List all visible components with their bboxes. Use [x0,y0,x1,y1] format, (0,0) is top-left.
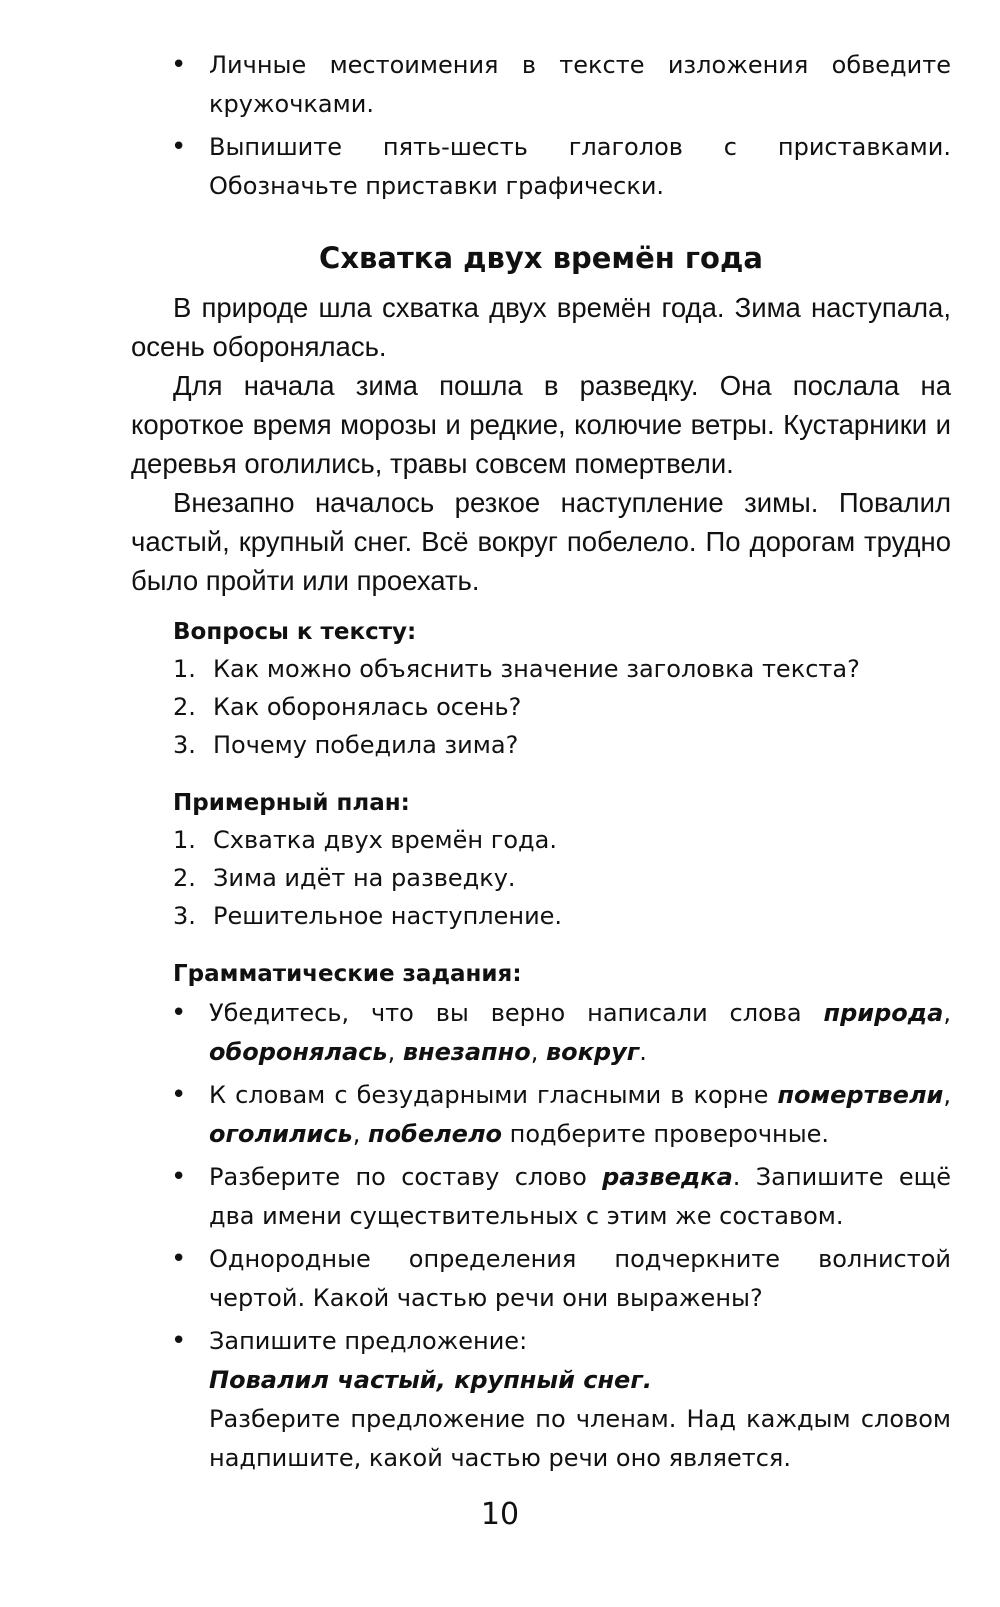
example-sentence: Повалил частый, крупный снег. [209,1366,652,1394]
plan-section [131,785,951,935]
question-item [173,650,951,688]
questions-heading: Вопросы к тексту: [173,619,417,645]
task-text: К словам с безударными гласными в корне [209,1081,778,1109]
separator: , [943,999,951,1027]
text-title: Схватка двух времён года [319,241,763,275]
separator: , [530,1038,546,1066]
item-text: Решительное наступление. [213,902,563,930]
intro-bullet: • Личные местоимения в тексте изложения обведите кружочками. [131,46,951,124]
item-text: Зима идёт на разведку. [213,864,516,892]
item-text: Схватка двух времён года. [213,826,557,854]
task-text: . Запишите ещё два имени существительных с этим же составом. [209,1163,951,1230]
item-number: 2. [173,693,196,721]
separator: , [943,1081,951,1109]
task-text: . [639,1038,647,1066]
plan-item [173,897,951,935]
item-text: Как оборонялась осень? [213,693,522,721]
plan-item [173,859,951,897]
item-number: 3. [173,731,196,759]
intro-bullet: • Выпишите пять-шесть глаголов с приставками. Обозначьте приставки графически. [131,128,951,206]
story-paragraph: В природе шла схватка двух времён года. Зима наступала, осень оборонялась. [131,292,951,362]
task-text: подберите проверочные. [502,1120,830,1148]
highlight-word: вокруг [545,1038,640,1066]
grammar-task [131,1158,951,1236]
grammar-task [131,994,951,1072]
page-number: 10 [480,1497,520,1532]
grammar-section [131,956,951,1482]
item-number: 3. [173,902,196,930]
question-item [173,726,951,764]
highlight-word: помертвели [777,1081,944,1109]
plan-heading: Примерный план: [173,790,410,816]
item-text: Как можно объяснить значение заголовка текста? [213,655,860,683]
task-text: • Запишите предложение: [209,1327,528,1355]
task-text: Разберите по составу слово [209,1163,603,1191]
separator: , [352,1120,368,1148]
grammar-task: • Однородные определения подчеркните волнистой чертой. Какой частью речи они выражены? [131,1240,951,1318]
story-paragraph: Внезапно началось резкое наступление зимы. Повалил частый, крупный снег. Всё вокруг побелело. По дорогам трудно было пройти или проехать. [131,487,951,596]
story-paragraph: Для начала зима пошла в разведку. Она послала на короткое время морозы и редкие, колючие ветры. Кустарники и деревья оголились, травы совсем помертвели. [131,370,951,479]
item-text: Почему победила зима? [213,731,519,759]
grammar-heading: Грамматические задания: [173,961,522,987]
task-text: Разберите предложение по членам. Над каждым словом надпишите, какой частью речи оно является. [209,1405,951,1472]
question-item [173,688,951,726]
grammar-task [131,1076,951,1154]
grammar-task [131,1322,951,1478]
item-number: 1. [173,826,196,854]
highlight-word: оборонялась [209,1038,388,1066]
highlight-word: природа [823,999,944,1027]
highlight-word: внезапно [402,1038,531,1066]
plan-item [173,821,951,859]
intro-bullets [131,46,951,210]
task-text: Убедитесь, что вы верно написали слова [209,999,824,1027]
questions-section [131,614,951,764]
story-text [131,288,951,600]
highlight-word: оголились [209,1120,353,1148]
highlight-word: разведка [602,1163,733,1191]
item-number: 1. [173,655,196,683]
item-number: 2. [173,864,196,892]
separator: , [387,1038,403,1066]
highlight-word: побелело [367,1120,503,1148]
